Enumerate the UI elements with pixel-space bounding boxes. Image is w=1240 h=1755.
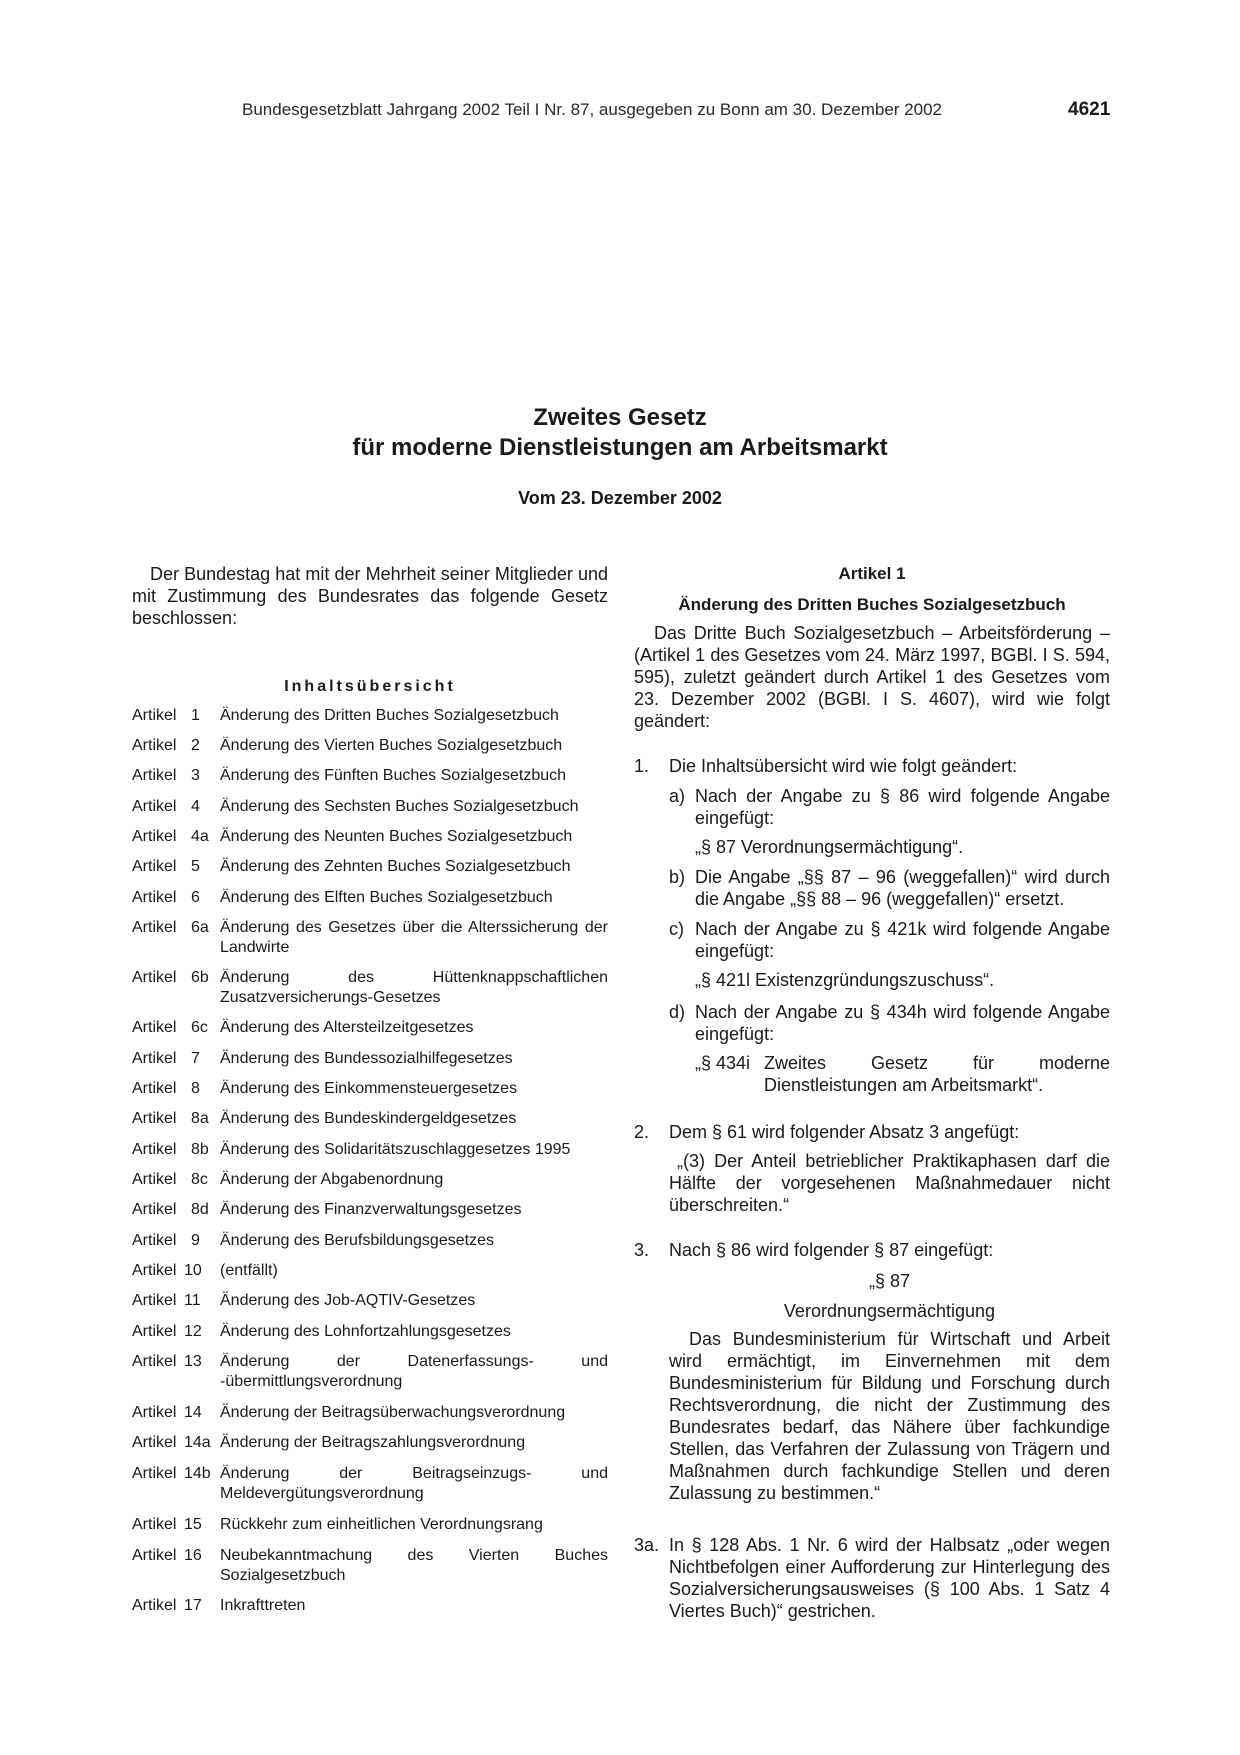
toc-entry-label: Artikel: [132, 1465, 177, 1482]
subitem-text: Nach der Angabe zu § 421k wird folgende Angabe eingefügt:: [695, 919, 1110, 961]
toc-entry-title: Änderung des Sechsten Buches Sozialgesetzbuch: [220, 798, 579, 815]
toc-entry-number: 10: [184, 1262, 202, 1279]
toc-entry-title: Änderung des Fünften Buches Sozialgesetzbuch: [220, 767, 567, 784]
inserted-entry-title: Zweites Gesetz für moderne Dienstleistungen am Arbeitsmarkt“.: [764, 1053, 1110, 1095]
toc-entry-number: 6: [191, 889, 200, 906]
toc-entry-label: Artikel: [132, 1547, 177, 1564]
toc-entry-title: Änderung der Abgabenordnung: [220, 1171, 444, 1188]
toc-entry-title: Änderung des Berufsbildungsgesetzes: [220, 1232, 494, 1249]
toc-entry-title: Änderung des Einkommensteuergesetzes: [220, 1080, 518, 1097]
header-text: Bundesgesetzblatt Jahrgang 2002 Teil I Nr. 87, ausgegeben zu Bonn am 30. Dezember 2002: [242, 100, 942, 119]
toc-entry-label: Artikel: [132, 1080, 177, 1097]
toc-entry-title: Änderung des Bundeskindergeldgesetzes: [220, 1110, 517, 1127]
toc-entry-title: Änderung des Altersteilzeitgesetzes: [220, 1019, 474, 1036]
toc-entry-number: 4a: [191, 828, 209, 845]
item-text: Dem § 61 wird folgender Absatz 3 angefügt:: [669, 1122, 1020, 1142]
toc-entry-number: 13: [184, 1353, 202, 1370]
toc-entry-number: 9: [191, 1232, 200, 1249]
subitem-label: a): [669, 786, 686, 806]
toc-entry-title: Änderung des Zehnten Buches Sozialgesetzbuch: [220, 858, 571, 875]
toc-entry-number: 8d: [191, 1201, 209, 1218]
toc-entry-label: Artikel: [132, 969, 177, 986]
toc-entry-label: Artikel: [132, 1110, 177, 1127]
document-title: [0, 403, 1240, 463]
inserted-entry: „§ 87 Verordnungsermächtigung“.: [695, 837, 964, 857]
item-text: In § 128 Abs. 1 Nr. 6 wird der Halbsatz „oder wegen Nichtbefolgen einer Aufforderung zur Hinterlegung des Sozialversicherungsausweises (§ 100 Abs. 1 Satz 4 Viertes Buch)“ gestrichen.: [669, 1535, 1110, 1621]
toc-entry-label: Artikel: [132, 828, 177, 845]
section-title: Verordnungsermächtigung: [783, 1301, 996, 1321]
toc-entry-title: Änderung des Hüttenknappschaftlichen Zusatzversicherungs-Gesetzes: [220, 969, 608, 1006]
toc-entry-title: Änderung des Neunten Buches Sozialgesetzbuch: [220, 828, 573, 845]
toc-entry-title: Änderung der Beitragsüberwachungsverordnung: [220, 1404, 566, 1421]
toc-entry-label: Artikel: [132, 707, 177, 724]
toc-entry-number: 6c: [191, 1019, 208, 1036]
toc-entry-title: Änderung der Datenerfassungs- und -übermittlungsverordnung: [220, 1353, 608, 1390]
document-date: Vom 23. Dezember 2002: [518, 488, 722, 508]
toc-entry-number: 14b: [184, 1465, 211, 1482]
subitem-label: b): [669, 867, 686, 887]
item-text: Nach § 86 wird folgender § 87 eingefügt:: [669, 1240, 994, 1260]
toc-heading: Inhaltsübersicht: [284, 678, 456, 695]
toc-entry-label: Artikel: [132, 767, 177, 784]
toc-entry-label: Artikel: [132, 1201, 177, 1218]
toc-entry-title: Änderung des Lohnfortzahlungsgesetzes: [220, 1323, 511, 1340]
inserted-paragraph: „(3) Der Anteil betrieblicher Praktikaphasen darf die Hälfte der vorgesehenen Maßnahmedauer nicht überschreiten.“: [669, 1151, 1110, 1215]
toc-entry-number: 8a: [191, 1110, 209, 1127]
toc-entry-label: Artikel: [132, 919, 177, 936]
toc-entry-number: 14: [184, 1404, 202, 1421]
title-line-2: für moderne Dienstleistungen am Arbeitsmarkt: [352, 434, 888, 461]
toc-entry-title: Änderung des Elften Buches Sozialgesetzbuch: [220, 889, 553, 906]
toc-entry-title: Änderung des Job-AQTIV-Gesetzes: [220, 1292, 476, 1309]
toc-entry-number: 14a: [184, 1434, 211, 1451]
toc-entry-number: 8: [191, 1080, 200, 1097]
toc-entry-label: Artikel: [132, 1292, 177, 1309]
toc-entry-number: 15: [184, 1516, 202, 1533]
enactment-clause: Der Bundestag hat mit der Mehrheit seiner Mitglieder und mit Zustimmung des Bundesrates das folgende Gesetz beschlossen:: [132, 564, 608, 628]
toc-entry-label: Artikel: [132, 1050, 177, 1067]
toc-entry-label: Artikel: [132, 1141, 177, 1158]
toc-entry-number: 16: [184, 1547, 202, 1564]
toc-entry-number: 6b: [191, 969, 209, 986]
toc-entry-label: Artikel: [132, 1323, 177, 1340]
article-heading: Artikel 1: [838, 564, 906, 583]
subitem-text: Die Angabe „§§ 87 – 96 (weggefallen)“ wird durch die Angabe „§§ 88 – 96 (weggefallen)“ ersetzt.: [695, 867, 1110, 909]
toc-entry-number: 2: [191, 737, 200, 754]
toc-entry-label: Artikel: [132, 1232, 177, 1249]
toc-entry-label: Artikel: [132, 1597, 177, 1614]
toc-entry-title: Änderung des Finanzverwaltungsgesetzes: [220, 1201, 522, 1218]
item-number: 2.: [634, 1122, 650, 1142]
toc-entry-label: Artikel: [132, 889, 177, 906]
section-number: „§ 87: [868, 1271, 911, 1291]
toc-entry-title: Änderung des Vierten Buches Sozialgesetzbuch: [220, 737, 563, 754]
toc-entry-title: Änderung der Beitragszahlungsverordnung: [220, 1434, 526, 1451]
toc-entry-title: Änderung des Gesetzes über die Alterssicherung der Landwirte: [220, 919, 608, 956]
item-number: 3a.: [634, 1535, 660, 1555]
toc-entry-number: 8b: [191, 1141, 209, 1158]
toc-entry-number: 6a: [191, 919, 209, 936]
item-text: Die Inhaltsübersicht wird wie folgt geändert:: [669, 756, 1018, 776]
toc-entry-number: 1: [191, 707, 200, 724]
section-body: Das Bundesministerium für Wirtschaft und Arbeit wird ermächtigt, im Einvernehmen mit dem Bundesministerium für Bildung und Forschung durch Rechtsverordnung, die nicht der Zustimmung des Bundesrates bedarf, das Nähere über fachkundige Stellen, das Verfahren der Zulassung von Trägern und Maßnahmen durch fachkundige Stellen und deren Zulassung zu bestimmen.“: [669, 1329, 1110, 1503]
title-line-1: Zweites Gesetz: [533, 404, 707, 431]
toc-entry-title: Neubekanntmachung des Vierten Buches Sozialgesetzbuch: [220, 1547, 608, 1584]
article-intro: Das Dritte Buch Sozialgesetzbuch – Arbeitsförderung – (Artikel 1 des Gesetzes vom 24. März 1997, BGBl. I S. 594, 595), zuletzt geändert durch Artikel 1 des Gesetzes vom 23. Dezember 2002 (BGBl. I S. 4607), wird wie folgt geändert:: [634, 623, 1110, 731]
item-number: 1.: [634, 756, 650, 776]
toc-entry-title: Änderung des Solidaritätszuschlaggesetzes 1995: [220, 1141, 571, 1158]
toc-entry-number: 5: [191, 858, 200, 875]
subitem-text: Nach der Angabe zu § 434h wird folgende Angabe eingefügt:: [695, 1002, 1110, 1044]
toc-entry-label: Artikel: [132, 1353, 177, 1370]
toc-entry-label: Artikel: [132, 858, 177, 875]
toc-entry-number: 8c: [191, 1171, 208, 1188]
toc-entry-label: Artikel: [132, 798, 177, 815]
toc-entry-label: Artikel: [132, 1019, 177, 1036]
subitem-label: d): [669, 1002, 686, 1022]
toc-entry-label: Artikel: [132, 737, 177, 754]
subitem-label: c): [669, 919, 684, 939]
inserted-entry: „§ 421l Existenzgründungszuschuss“.: [695, 970, 995, 990]
item-number: 3.: [634, 1240, 650, 1260]
toc-entry-label: Artikel: [132, 1262, 177, 1279]
inserted-entry-number: „§ 434i: [695, 1053, 751, 1073]
toc-entry-number: 17: [184, 1597, 202, 1614]
toc-entry-label: Artikel: [132, 1434, 177, 1451]
subitem-text: Nach der Angabe zu § 86 wird folgende Angabe eingefügt:: [695, 786, 1110, 828]
toc-entry-number: 3: [191, 767, 200, 784]
page-number: 4621: [1068, 99, 1111, 120]
toc-entry-number: 12: [184, 1323, 202, 1340]
toc-entry-number: 11: [184, 1292, 201, 1309]
toc-entry-title: Änderung des Dritten Buches Sozialgesetzbuch: [220, 707, 559, 724]
toc-entry-number: 7: [191, 1050, 200, 1067]
toc-entry-label: Artikel: [132, 1516, 177, 1533]
toc-entry-title: Rückkehr zum einheitlichen Verordnungsrang: [220, 1516, 543, 1533]
toc-entry-title: Änderung der Beitragseinzugs- und Meldevergütungsverordnung: [220, 1465, 608, 1502]
toc-entry-title: (entfällt): [220, 1262, 278, 1279]
running-header: [0, 100, 1240, 124]
toc-entry-number: 4: [191, 798, 200, 815]
toc-entry-label: Artikel: [132, 1404, 177, 1421]
toc-entry-title: Änderung des Bundessozialhilfegesetzes: [220, 1050, 513, 1067]
toc-entry-label: Artikel: [132, 1171, 177, 1188]
toc-entry-title: Inkrafttreten: [220, 1597, 306, 1614]
article-subheading: Änderung des Dritten Buches Sozialgesetzbuch: [678, 595, 1066, 614]
